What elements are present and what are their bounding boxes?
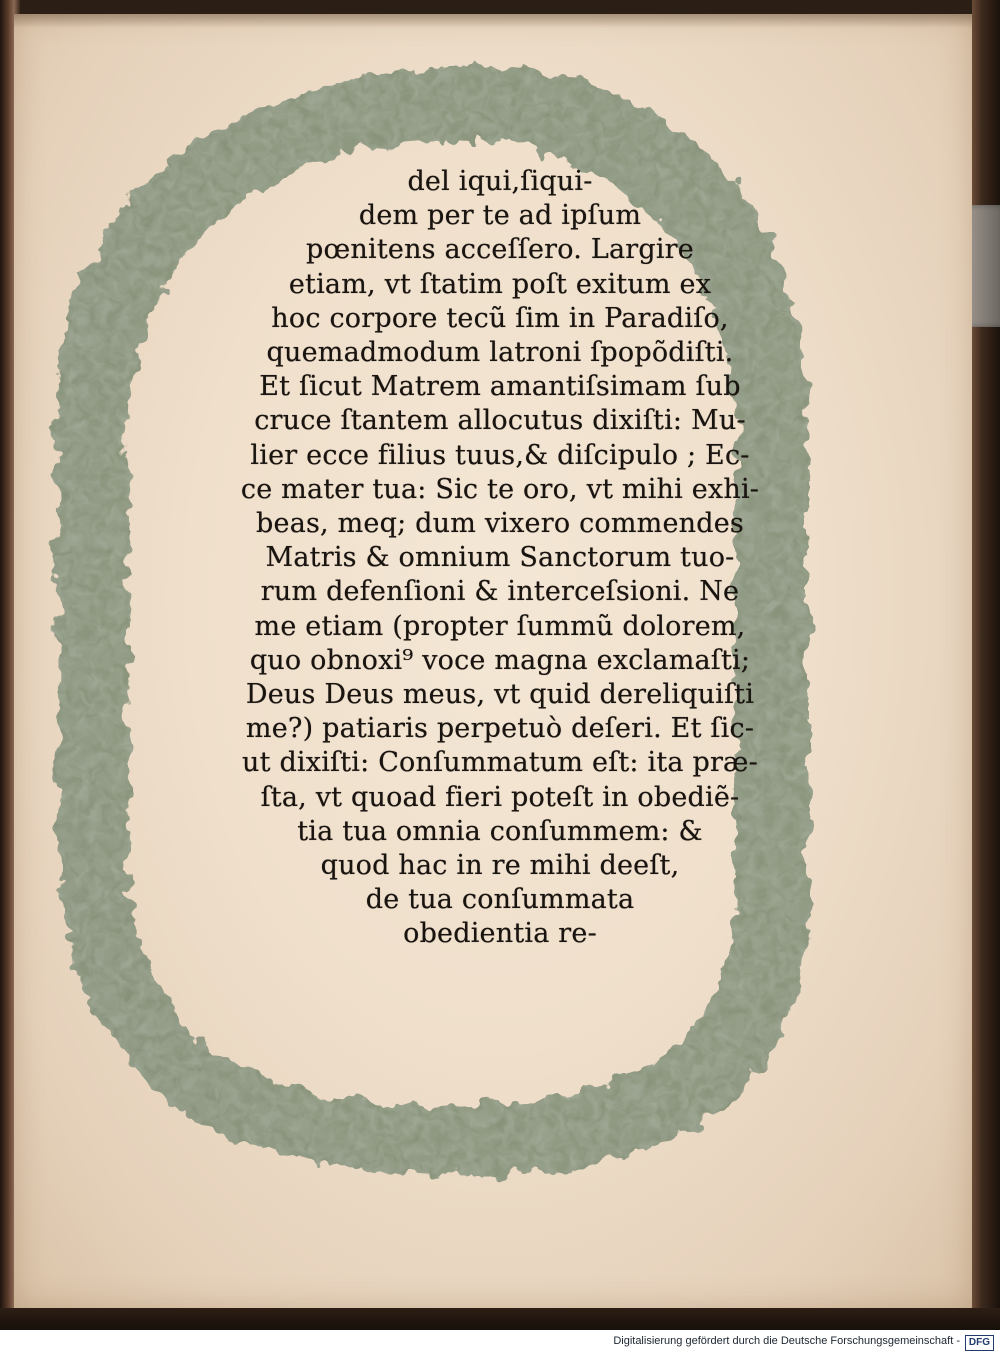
text-line: me?) patiaris perpetuò deſeri. Et ſic-: [245, 713, 755, 745]
text-line: dem per te ad ipſum: [358, 200, 642, 232]
text-line: lier ecce filius tuus,& diſcipulo ; Ec-: [250, 439, 750, 471]
text-line: obedientia re-: [403, 918, 597, 950]
bottom-binding-edge: [0, 1308, 1000, 1330]
text-line: Matris & omnium Sanctorum tuo-: [265, 542, 735, 574]
text-line: ut dixiſti: Conſummatum eſt: ita præ-: [242, 747, 758, 779]
text-line: beas, meq; dum vixero commendes: [256, 508, 744, 539]
text-line: rum defenſioni & interceſsioni. Ne: [260, 576, 740, 608]
dfg-logo: DFG: [965, 1335, 994, 1351]
text-line: quo obnoxi⁹ voce magna exclamaſti;: [249, 644, 751, 676]
text-line: quemadmodum latroni ſpopõdiſti.: [266, 337, 734, 368]
text-line: quod hac in re mihi deeſt,: [320, 850, 680, 881]
text-line: ſta, vt quoad fieri poteſt in obediẽ-: [260, 781, 740, 813]
text-line: del iqui,ſiqui-: [407, 166, 593, 197]
text-line: ce mater tua: Sic te oro, vt mihi exhi-: [240, 473, 760, 505]
text-line: hoc corpore tecũ ſim in Paradiſo,: [271, 302, 729, 334]
digitization-footer: [0, 1330, 1000, 1355]
text-line: me etiam (propter ſummũ dolorem,: [254, 610, 746, 642]
text-line: tia tua omnia conſummem: &: [297, 815, 703, 847]
text-line: Deus Deus meus, vt quid dereliquiſti: [245, 679, 755, 710]
text-line: cruce ſtantem allocutus dixiſti: Mu-: [254, 405, 746, 437]
text-line: Et ſicut Matrem amantiſsimam ſub: [259, 371, 741, 403]
footer-credit: Digitalisierung gefördert durch die Deutsche Forschungsgemeinschaft -: [613, 1335, 960, 1347]
text-line: de tua conſummata: [365, 884, 635, 916]
text-line: pœnitens acceſſero. Largire: [306, 234, 694, 266]
text-line: etiam, vt ſtatim poſt exitum ex: [288, 268, 712, 300]
